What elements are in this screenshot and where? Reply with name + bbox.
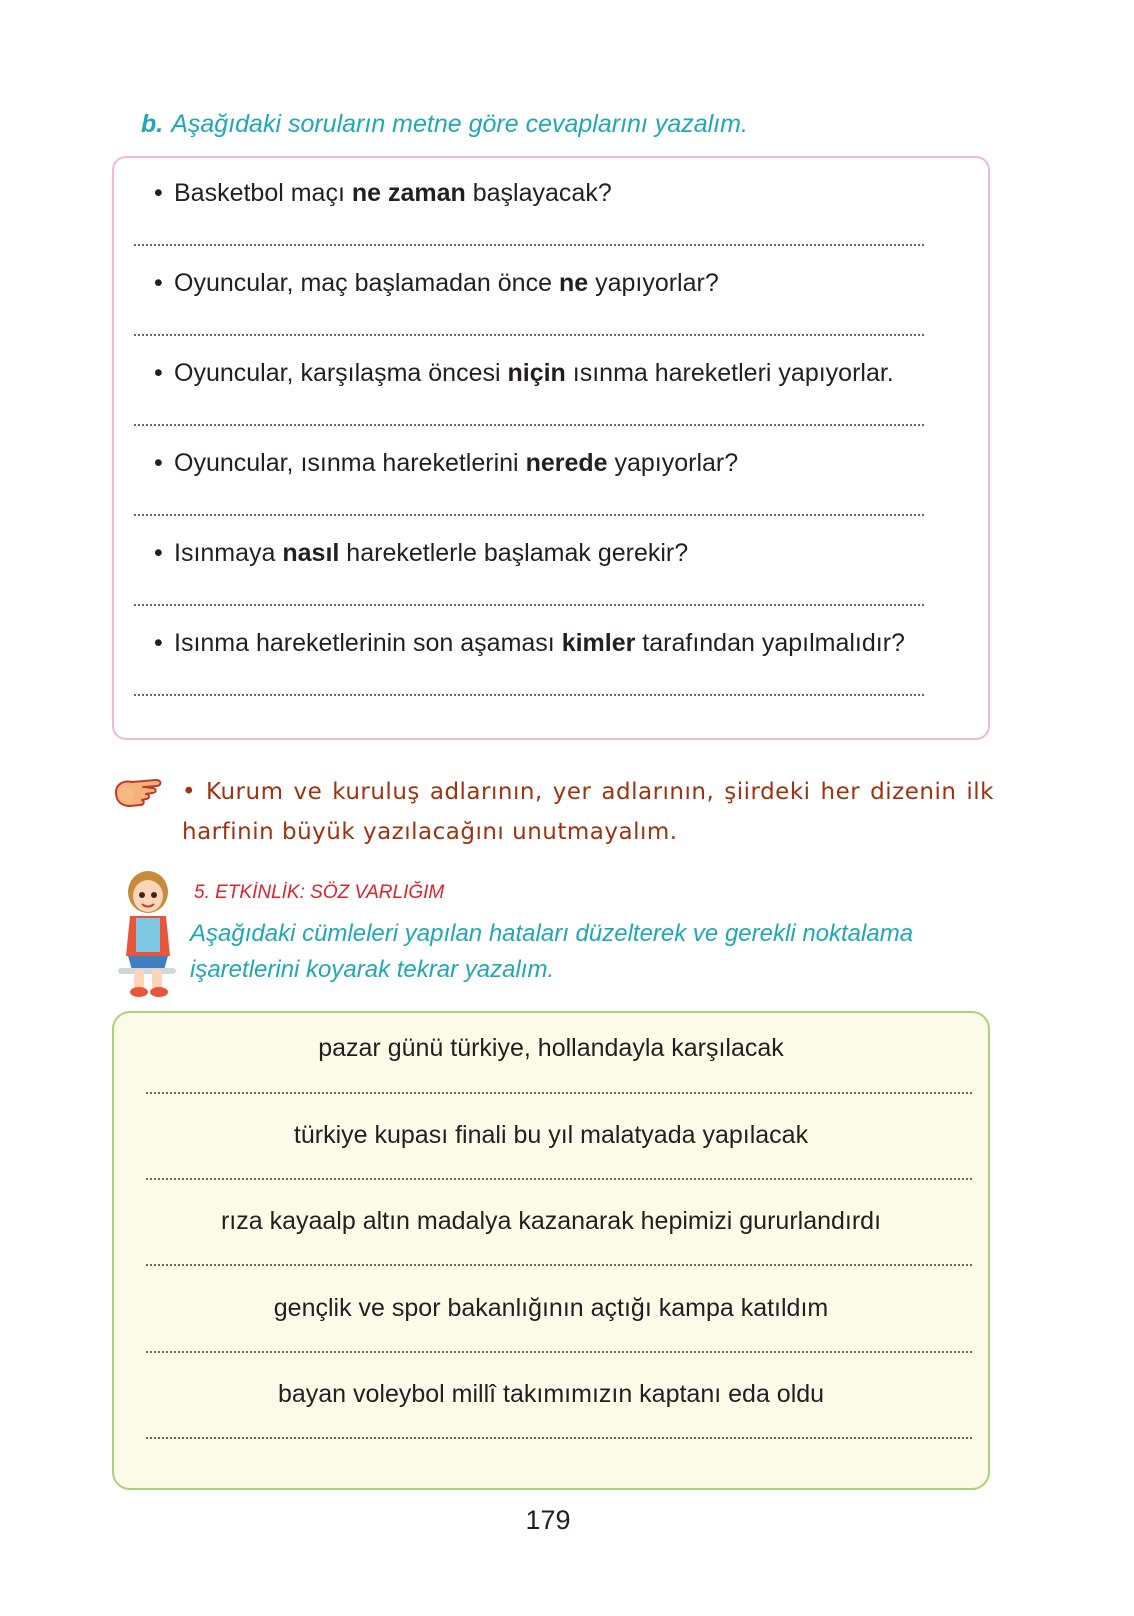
question-text-part: ısınma hareketleri yapıyorlar. — [565, 359, 894, 387]
section-b-heading-text: Aşağıdaki soruların metne göre cevaplarını yazalım. — [171, 110, 748, 138]
question-text-part: Isınma hareketlerinin son aşaması — [174, 629, 562, 657]
question-item — [154, 628, 964, 658]
question-text-part: Basketbol maçı — [174, 179, 352, 207]
sentence-row — [114, 1033, 988, 1063]
questions-box — [112, 156, 990, 740]
sentence-text: gençlik ve spor bakanlığının açtığı kampa katıldım — [273, 1294, 829, 1322]
question-text — [154, 178, 964, 208]
question-text — [154, 628, 964, 658]
bullet-icon: • — [154, 359, 163, 387]
page-number: 179 — [525, 1505, 571, 1535]
question-text-part: Oyuncular, karşılaşma öncesi — [174, 359, 508, 387]
question-keyword: nerede — [525, 449, 608, 477]
question-text-part: Isınmaya — [174, 539, 283, 567]
question-keyword: ne zaman — [351, 179, 466, 207]
rewrite-line-1[interactable] — [146, 1092, 972, 1094]
rewrite-line-5[interactable] — [146, 1437, 972, 1439]
question-text-part: yapıyorlar? — [607, 449, 739, 477]
rewrite-line-2[interactable] — [146, 1178, 972, 1180]
question-text-part: yapıyorlar? — [588, 269, 719, 297]
reminder-text: • Kurum ve kuruluş adlarının, yer adlarının, şiirdeki her dizenin ilk harfinin büyük yazılacağını unutmayalım. — [182, 779, 994, 845]
activity-title: 5. ETKİNLİK: SÖZ VARLIĞIM — [194, 882, 445, 903]
sentence-text: pazar günü türkiye, hollandayla karşılacak — [318, 1034, 784, 1062]
bullet-icon: • — [154, 179, 163, 207]
rewrite-line-4[interactable] — [146, 1351, 972, 1353]
sentence-row — [114, 1379, 988, 1409]
sentence-text: türkiye kupası finali bu yıl malatyada yapılacak — [293, 1121, 809, 1149]
question-text — [154, 448, 964, 478]
question-text-part: tarafından yapılmalıdır? — [635, 629, 905, 657]
question-text-part: başlayacak? — [465, 179, 612, 207]
question-text — [154, 358, 964, 388]
pointing-hand-icon — [112, 772, 168, 816]
question-keyword: nasıl — [282, 539, 340, 567]
bullet-icon: • — [154, 449, 163, 477]
section-b-letter: b. — [141, 110, 164, 138]
answer-line-1[interactable] — [134, 244, 924, 246]
answer-line-5[interactable] — [134, 604, 924, 606]
question-text-part: Oyuncular, ısınma hareketlerini — [174, 449, 526, 477]
question-text — [154, 538, 964, 568]
bullet-icon: • — [154, 629, 163, 657]
sentence-row — [114, 1293, 988, 1323]
question-item — [154, 178, 964, 208]
question-text — [154, 268, 964, 298]
question-keyword: kimler — [561, 629, 636, 657]
bullet-icon: • — [154, 269, 163, 297]
sentence-text: rıza kayaalp altın madalya kazanarak hepimizi gururlandırdı — [220, 1207, 882, 1235]
question-text-part: Oyuncular, maç başlamadan önce — [174, 269, 559, 297]
answer-line-4[interactable] — [134, 514, 924, 516]
activity-header — [112, 880, 992, 990]
question-item — [154, 358, 964, 388]
sentence-row — [114, 1206, 988, 1236]
sentences-box — [112, 1011, 990, 1490]
answer-line-3[interactable] — [134, 424, 924, 426]
question-item — [154, 538, 964, 568]
answer-line-2[interactable] — [134, 334, 924, 336]
rewrite-line-3[interactable] — [146, 1264, 972, 1266]
activity-instruction: Aşağıdaki cümleleri yapılan hataları düzelterek ve gerekli noktalama işaretlerini koyarak tekrar yazalım. — [190, 920, 914, 983]
question-keyword: ne — [558, 269, 589, 297]
sentence-text: bayan voleybol millî takımımızın kaptanı eda oldu — [277, 1380, 825, 1408]
bullet-icon: • — [154, 539, 163, 567]
section-b-heading — [141, 110, 748, 139]
answer-line-6[interactable] — [134, 694, 924, 696]
question-keyword: niçin — [507, 359, 566, 387]
child-illustration-icon — [112, 870, 182, 1000]
question-item — [154, 448, 964, 478]
question-text-part: hareketlerle başlamak gerekir? — [339, 539, 689, 567]
sentence-row — [114, 1120, 988, 1150]
question-item — [154, 268, 964, 298]
